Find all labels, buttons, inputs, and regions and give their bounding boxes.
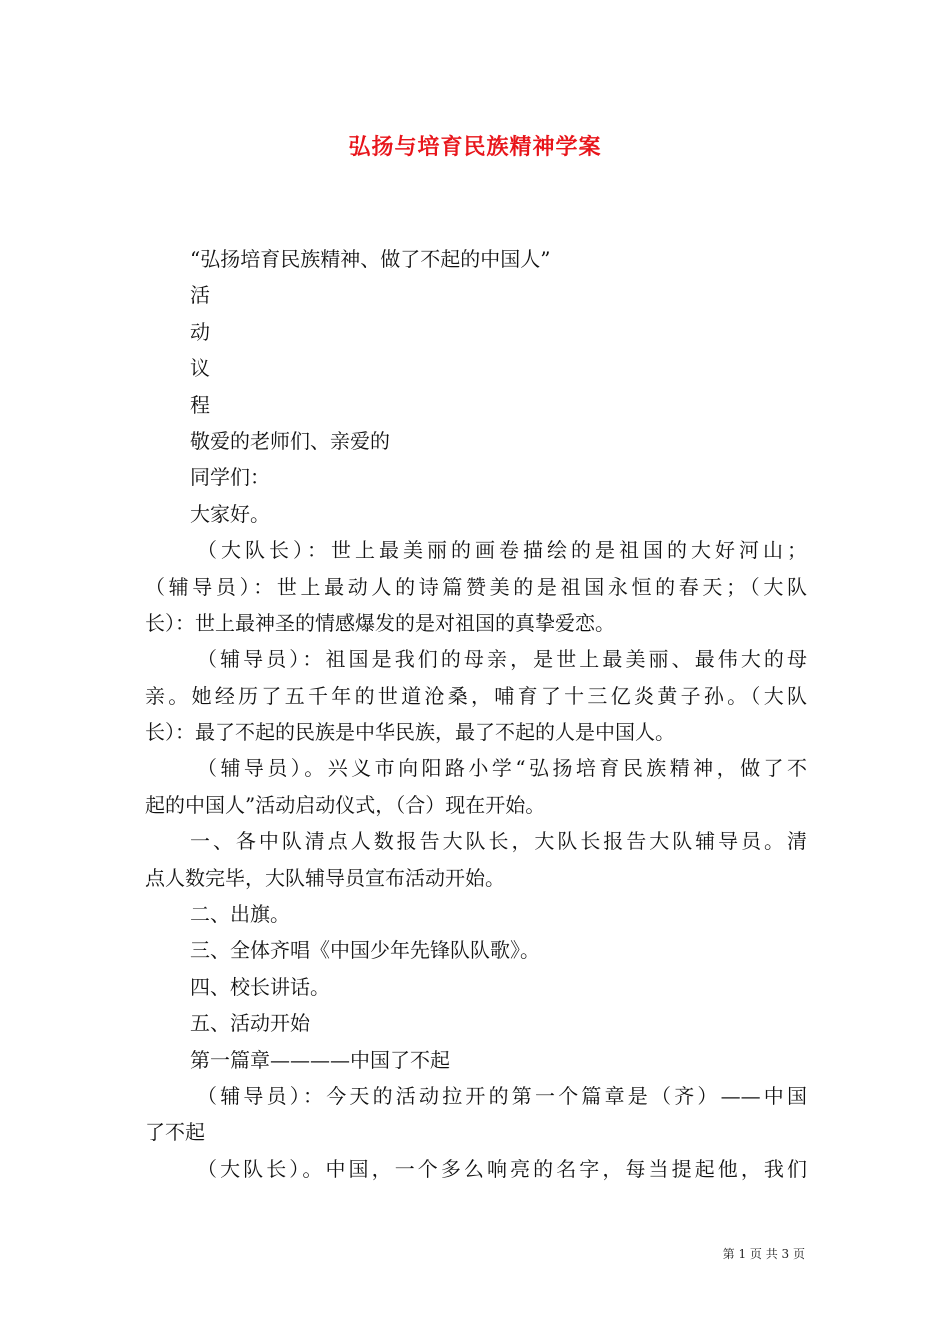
text-line: （大队长）：世上最美丽的画卷描绘的是祖国的大好河山； bbox=[197, 538, 807, 563]
text-line: “弘扬培育民族精神、做了不起的中国人” bbox=[190, 247, 551, 271]
text-line: 长）：最了不起的民族是中华民族，最了不起的人是中国人。 bbox=[145, 720, 675, 745]
text-line: 点人数完毕，大队辅导员宣布活动开始。 bbox=[145, 865, 505, 890]
text-line: 活 bbox=[190, 283, 210, 308]
text-line: （辅导员）：祖国是我们的母亲，是世上最美丽、最伟大的母 bbox=[197, 647, 807, 672]
text-line: （辅导员）。兴义市向阳路小学“弘扬培育民族精神，做了不 bbox=[197, 756, 807, 781]
text-line: 五、活动开始 bbox=[190, 1011, 310, 1036]
text-line: 程 bbox=[190, 392, 210, 417]
page-footer: 第 1 页 共 3 页 bbox=[722, 1247, 805, 1261]
text-line: （辅导员）：今天的活动拉开的第一个篇章是（齐）——中国 bbox=[197, 1083, 807, 1108]
text-line: 同学们： bbox=[190, 465, 270, 490]
text-line: （辅导员）：世上最动人的诗篇赞美的是祖国永恒的春天；（大队 bbox=[145, 574, 807, 599]
text-line: 亲。她经历了五千年的世道沧桑，哺育了十三亿炎黄子孙。（大队 bbox=[145, 683, 807, 708]
text-line: 四、校长讲话。 bbox=[190, 974, 330, 999]
text-line: 敬爱的老师们、亲爱的 bbox=[190, 428, 390, 453]
text-line: 三、全体齐唱《中国少年先锋队队歌》。 bbox=[190, 938, 540, 963]
text-line: 了不起 bbox=[145, 1120, 205, 1145]
text-line: 议 bbox=[190, 356, 210, 381]
text-line: 起的中国人”活动启动仪式，（合）现在开始。 bbox=[145, 792, 546, 817]
text-line: 第一篇章————中国了不起 bbox=[190, 1047, 450, 1072]
text-line: 长）：世上最神圣的情感爆发的是对祖国的真挚爱恋。 bbox=[145, 610, 615, 635]
document-title: 弘扬与培育民族精神学案 bbox=[348, 134, 602, 160]
text-line: 一、各中队清点人数报告大队长，大队长报告大队辅导员。清 bbox=[190, 829, 807, 854]
text-line: （大队长）。中国，一个多么响亮的名字，每当提起他，我们 bbox=[197, 1156, 807, 1181]
document-body bbox=[145, 241, 807, 1187]
text-line: 二、出旗。 bbox=[190, 902, 290, 927]
text-line: 大家好。 bbox=[190, 501, 270, 526]
text-line: 动 bbox=[190, 319, 210, 344]
